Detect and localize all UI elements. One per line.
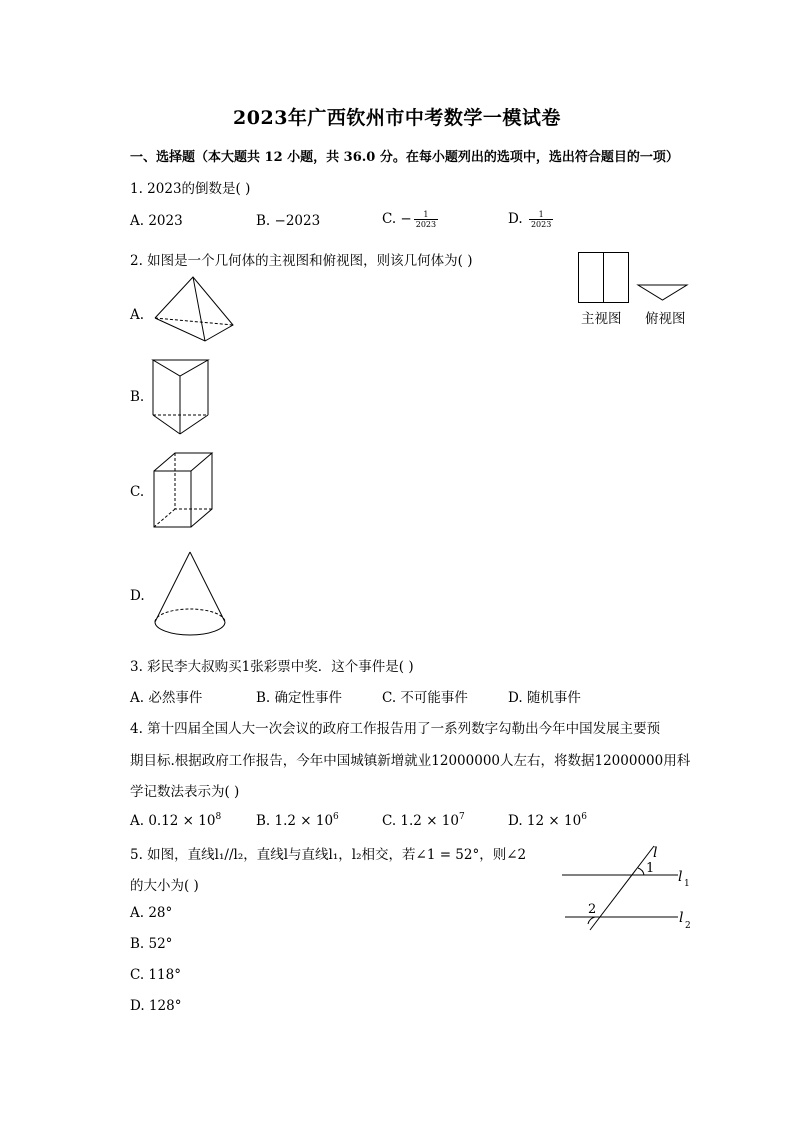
label-l2-subscript: 2: [685, 921, 691, 931]
top-view-label: 俯视图: [645, 311, 686, 327]
cone-figure: [153, 551, 229, 639]
q2-option-c-label: C.: [130, 484, 145, 500]
q1-option-c-prefix: C. −: [382, 211, 412, 227]
q2-option-b-label: B.: [130, 389, 145, 405]
q4-option-a-exponent: 8: [215, 812, 222, 822]
rectangular-prism-figure: [153, 452, 215, 530]
q1-stem: 1. 2023的倒数是( ): [130, 181, 251, 197]
q5-option-d: D. 128°: [130, 998, 182, 1014]
label-angle-1: 1: [646, 861, 655, 876]
q2-stem: 2. 如图是一个几何体的主视图和俯视图，则该几何体为( ): [130, 253, 473, 269]
q5-option-a: A. 28°: [130, 905, 173, 921]
q4-option-d: [508, 812, 587, 829]
q4-option-a: [130, 812, 221, 829]
q4-option-d-base: D. 12 × 10: [508, 813, 582, 829]
q1-option-c-fraction: [414, 210, 438, 229]
q1-option-c: [382, 210, 438, 229]
parallel-lines-figure: [560, 842, 700, 937]
q1-option-d-prefix: D.: [508, 211, 527, 227]
label-l2: l: [679, 910, 684, 926]
q4-line-2: 期目标.根据政府工作报告，今年中国城镇新增就业12000000人左右，将数据12000000用科: [130, 753, 691, 769]
angle-2-arc: [588, 917, 595, 924]
label-angle-2: 2: [588, 902, 597, 917]
q4-option-d-exponent: 6: [581, 812, 587, 822]
q4-option-b: [256, 812, 339, 829]
q1-option-d-numerator: 1: [529, 210, 553, 220]
q5-line-1: 5. 如图，直线l₁//l₂，直线l与直线l₁，l₂相交，若∠1 = 52°，则∠2: [130, 847, 527, 863]
q4-option-a-base: A. 0.12 × 10: [130, 813, 216, 829]
label-l: l: [653, 845, 658, 861]
q4-option-c-base: C. 1.2 × 10: [382, 813, 459, 829]
q1-option-d: [508, 210, 553, 229]
q4-option-b-exponent: 6: [333, 812, 339, 822]
front-view-label: 主视图: [581, 311, 622, 327]
q1-option-c-numerator: 1: [414, 210, 438, 220]
q4-option-c-exponent: 7: [458, 812, 465, 822]
q5-option-b: B. 52°: [130, 936, 173, 952]
q2-option-d-label: D.: [130, 588, 145, 604]
q3-option-b: B. 确定性事件: [256, 690, 343, 706]
q1-option-b: B. −2023: [256, 213, 321, 229]
q2-option-a-label: A.: [130, 307, 145, 323]
q4-line-3: 学记数法表示为( ): [130, 784, 240, 800]
q3-option-d: D. 随机事件: [508, 690, 581, 706]
q1-option-d-fraction: [529, 210, 553, 229]
q1-option-a: A. 2023: [130, 213, 183, 229]
angle-1-arc: [638, 868, 644, 875]
front-view-figure: [578, 252, 630, 304]
q3-option-a: A. 必然事件: [130, 690, 203, 706]
q3-stem: 3. 彩民李大叔购买1张彩票中奖．这个事件是( ): [130, 659, 414, 675]
q5-option-c: C. 118°: [130, 967, 181, 983]
q4-line-1: 4. 第十四届全国人大一次会议的政府工作报告用了一系列数字勾勒出今年中国发展主要预: [130, 721, 661, 737]
q5-line-2: 的大小为( ): [130, 878, 199, 894]
q1-option-c-denominator: 2023: [415, 220, 437, 229]
triangular-prism-figure: [152, 359, 210, 437]
q4-option-c: [382, 812, 465, 829]
q4-option-b-base: B. 1.2 × 10: [256, 813, 334, 829]
q1-option-d-denominator: 2023: [530, 220, 552, 229]
page-title: 2023年广西钦州市中考数学一模试卷: [233, 107, 561, 129]
label-l1: l: [678, 869, 683, 885]
top-view-figure: [637, 284, 689, 302]
q3-option-c: C. 不可能事件: [382, 690, 468, 706]
section-heading: 一、选择题（本大题共 12 小题，共 36.0 分。在每小题列出的选项中，选出符合题目的一项）: [130, 150, 679, 165]
label-l1-subscript: 1: [684, 879, 690, 889]
pyramid-figure: [153, 276, 235, 344]
